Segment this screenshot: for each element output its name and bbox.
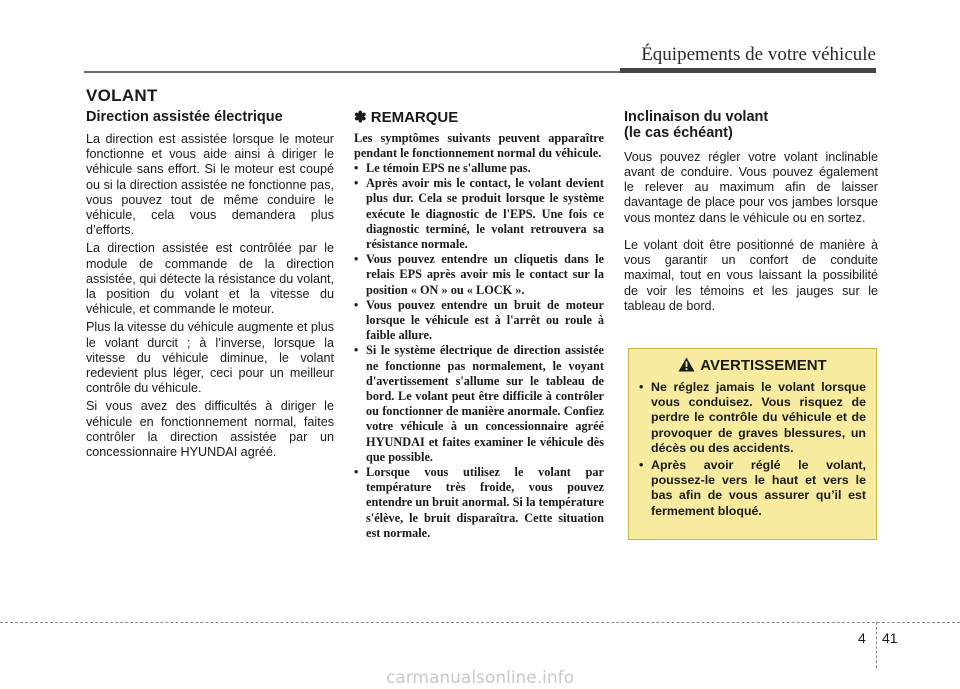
paragraph: La direction est assistée lorsque le moteur fonctionne et vous aide ainsi à diriger le véhicule sans effort. Si le moteur est coupé ou si la direction assistée ne fonctionne pas, vous pouvez tout de même conduire le véhicule, cela vous demandera plus d’efforts.	[86, 131, 334, 238]
remark-intro: Les symptômes suivants peuvent apparaître pendant le fonctionnement normal du véhicule.	[354, 130, 604, 160]
remark-item: • Si le système électrique de direction assistée ne fonctionne pas normalement, le voyant d'avertissement s'allume sur le tableau de bord. Le volant peut être difficile à contrôler ou fonctionner de manière anormale. Confiez votre véhicule à un concessionnaire agréé HYUNDAI et faites examiner le véhicule dès que possible.	[354, 343, 604, 465]
warning-item: • Ne réglez jamais le volant lorsque vous conduisez. Vous risquez de perdre le contrôle du véhicule et de provoquer de graves blessures, un décès ou des accidents.	[639, 380, 866, 456]
remark-item: • Le témoin EPS ne s'allume pas.	[354, 161, 604, 176]
column-remark	[354, 110, 604, 541]
footer-divider	[876, 622, 877, 668]
remark-item: • Lorsque vous utilisez le volant par température très froide, vous pouvez entendre un bruit anormal. Si la température s'élève, le bruit disparaîtra. Cette situation est normale.	[354, 465, 604, 541]
warning-list	[639, 380, 866, 519]
paragraph: Plus la vitesse du véhicule augmente et plus le volant durcit ; à l’inverse, lorsque la vitesse du véhicule diminue, le volant redevient plus léger, ceci pour un meilleur contrôle du véhicule.	[86, 320, 334, 396]
footer-rule	[0, 622, 960, 623]
warning-box	[628, 348, 877, 540]
remark-item: • Vous pouvez entendre un bruit de moteur lorsque le véhicule est à l'arrêt ou roule à faible allure.	[354, 298, 604, 344]
tilt-steering-heading	[624, 110, 878, 142]
warning-header	[639, 357, 866, 376]
paragraph: Le volant doit être positionné de manière à vous garantir un confort de conduite maximal, tout en vous laissant la possibilité de voir les témoins et les jauges sur le tableau de bord.	[624, 237, 878, 313]
header-accent-bar	[620, 68, 876, 73]
remark-item: • Après avoir mis le contact, le volant devient plus dur. Cela se produit lorsque le système exécute le diagnostic de l'EPS. Une fois ce diagnostic terminé, le volant retrouvera sa résistance normale.	[354, 176, 604, 252]
paragraph: Vous pouvez régler votre volant inclinable avant de conduire. Vous pouvez également le relever au maximum afin de laisser davantage de place pour vos jambes lorsque vous montez dans le véhicule ou en sortez.	[624, 149, 878, 225]
paragraph: Si vous avez des difficultés à diriger le véhicule en fonctionnement normal, faites contrôler la direction assistée par un concessionnaire HYUNDAI agréé.	[86, 399, 334, 459]
remark-title: ✽ REMARQUE	[354, 109, 459, 126]
page-number: 41	[882, 630, 898, 646]
power-steering-heading: Direction assistée électrique	[86, 109, 283, 125]
column-tilt-steering	[624, 110, 878, 326]
column-power-steering	[86, 110, 334, 463]
section-title: VOLANT	[86, 86, 158, 105]
tilt-heading-line2: (le cas échéant)	[624, 124, 733, 141]
remark-list	[354, 161, 604, 541]
watermark: carmanualsonline.info	[385, 668, 575, 688]
warning-item: • Après avoir réglé le volant, poussez-le vers le haut et vers le bas afin de vous assurer qu’il est fermement bloqué.	[639, 458, 866, 519]
remark-item: • Vous pouvez entendre un cliquetis dans le relais EPS après avoir mis le contact sur la position « ON » ou « LOCK ».	[354, 252, 604, 298]
warning-title: AVERTISSEMENT	[700, 357, 827, 374]
warning-triangle-icon	[678, 357, 695, 376]
chapter-title: Équipements de votre véhicule	[641, 44, 876, 65]
chapter-number: 4	[858, 630, 866, 646]
paragraph: La direction assistée est contrôlée par le module de commande de la direction assistée, qui détecte la résistance du volant, la position du volant et la vitesse du véhicule, et commande le moteur.	[86, 241, 334, 317]
tilt-heading-line1: Inclinaison du volant	[624, 109, 769, 125]
